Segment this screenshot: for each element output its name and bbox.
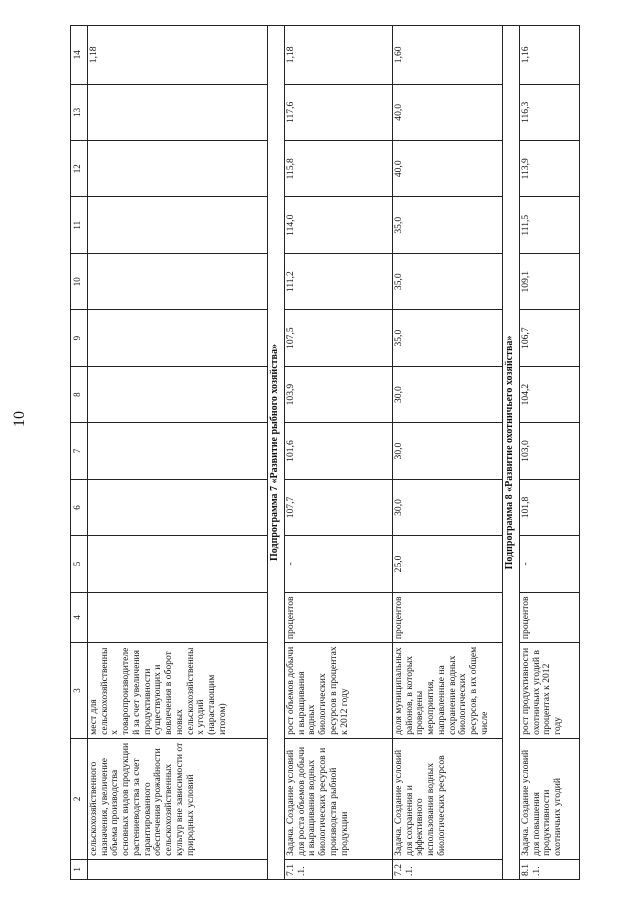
value-cell: 40,0 — [393, 141, 503, 197]
subprogram-8-title: Подпрограмма 8 «Развитие охотничьего хозяйства» — [503, 26, 520, 880]
page-number: 10 — [11, 411, 28, 427]
value-cell: 103,0 — [520, 423, 580, 479]
value-cell: 106,7 — [520, 310, 580, 366]
table-row-continued — [88, 26, 268, 880]
row-number: 8.1.1. — [520, 859, 580, 879]
indicator-cell: рост продуктивности охотничьих угодий в процентах к 2012 году — [520, 643, 580, 739]
header-cell: 3 — [71, 643, 88, 739]
header-cell: 6 — [71, 479, 88, 535]
value-cell: 1,18 — [285, 26, 393, 85]
header-cell: 11 — [71, 197, 88, 253]
value-cell: 101,6 — [285, 423, 393, 479]
value-cell: 113,9 — [520, 141, 580, 197]
value-cell: 117,6 — [285, 84, 393, 140]
value-cell: 40,0 — [393, 84, 503, 140]
value-cell: 35,0 — [393, 310, 503, 366]
cell-empty — [88, 536, 268, 592]
value-cell: 30,0 — [393, 423, 503, 479]
header-cell: 9 — [71, 310, 88, 366]
value-cell: 35,0 — [393, 197, 503, 253]
table-row-7-2-1 — [393, 26, 503, 880]
cell-empty — [88, 84, 268, 140]
unit-cell: процентов — [393, 592, 503, 642]
value-cell: 1,60 — [393, 26, 503, 85]
unit-cell: процентов — [285, 592, 393, 642]
indicator-cell: рост объемов добычи и выращивания водных биологических ресурсов в процентах к 2012 году — [285, 643, 393, 739]
value-cell: 103,9 — [285, 366, 393, 422]
indicator-cell: мест для сельскохозяйственных товаропроизводителей за счет увеличения продуктивности существующих и вовлечения в оборот новых сельскохозяйственных угодий (нарастающим итогом) — [88, 643, 268, 739]
cell-empty — [88, 141, 268, 197]
cell-empty — [88, 253, 268, 309]
table-row-7-1-1 — [285, 26, 393, 880]
value-cell: 1,16 — [520, 26, 580, 85]
value-cell: 107,7 — [285, 479, 393, 535]
value-cell: 115,8 — [285, 141, 393, 197]
value-cell: 30,0 — [393, 479, 503, 535]
header-cell: 13 — [71, 84, 88, 140]
value-cell: 101,8 — [520, 479, 580, 535]
value-cell: 111,5 — [520, 197, 580, 253]
row-number: 7.2.1. — [393, 859, 503, 879]
row-number: 7.1.1. — [285, 859, 393, 879]
rotated-table-container — [70, 25, 564, 880]
task-cell: Задача. Создание условий для повышения продуктивности охотничьих угодий — [520, 738, 580, 859]
header-cell: 4 — [71, 592, 88, 642]
header-cell: 7 — [71, 423, 88, 479]
header-cell: 2 — [71, 738, 88, 859]
value-cell: 30,0 — [393, 366, 503, 422]
table-row-8-1-1 — [520, 26, 580, 880]
header-cell: 1 — [71, 859, 88, 879]
task-cell: Задача. Создание условий для сохранения и эффективного использования водных биологических ресурсов — [393, 738, 503, 859]
value-cell: - — [520, 536, 580, 592]
task-cell: сельскохозяйственного назначения, увеличение объема производства основных видов продукции растениеводства за счет гарантированного обеспечения урожайности сельскохозяйственных культур вне зависимости от природных условий — [88, 738, 268, 859]
subprogram-row — [268, 26, 285, 880]
cell-empty — [88, 592, 268, 642]
header-cell: 10 — [71, 253, 88, 309]
value-cell: 107,5 — [285, 310, 393, 366]
task-cell: Задача. Создание условий для роста объемов добычи и выращивания водных биологических ресурсов и производства рыбной продукции — [285, 738, 393, 859]
cell-empty — [88, 310, 268, 366]
cell-empty — [88, 859, 268, 879]
header-cell: 14 — [71, 26, 88, 85]
cell-empty — [88, 366, 268, 422]
value-cell: - — [285, 536, 393, 592]
subprogram-7-title: Подпрограмма 7 «Развитие рыбного хозяйства» — [268, 26, 285, 880]
value-cell: 116,3 — [520, 84, 580, 140]
header-row — [71, 26, 88, 880]
value-cell: 1,18 — [88, 26, 268, 85]
cell-empty — [88, 479, 268, 535]
indicators-table — [70, 25, 580, 880]
value-cell: 104,2 — [520, 366, 580, 422]
header-cell: 5 — [71, 536, 88, 592]
header-cell: 8 — [71, 366, 88, 422]
subprogram-row — [503, 26, 520, 880]
cell-empty — [88, 423, 268, 479]
value-cell: 114,0 — [285, 197, 393, 253]
indicator-cell: доля муниципальных районов, в которых проведены мероприятия, направленные на сохранение водных биологических ресурсов, в их общем числе — [393, 643, 503, 739]
unit-cell: процентов — [520, 592, 580, 642]
header-cell: 12 — [71, 141, 88, 197]
value-cell: 109,1 — [520, 253, 580, 309]
value-cell: 25,0 — [393, 536, 503, 592]
value-cell: 111,2 — [285, 253, 393, 309]
value-cell: 35,0 — [393, 253, 503, 309]
cell-empty — [88, 197, 268, 253]
